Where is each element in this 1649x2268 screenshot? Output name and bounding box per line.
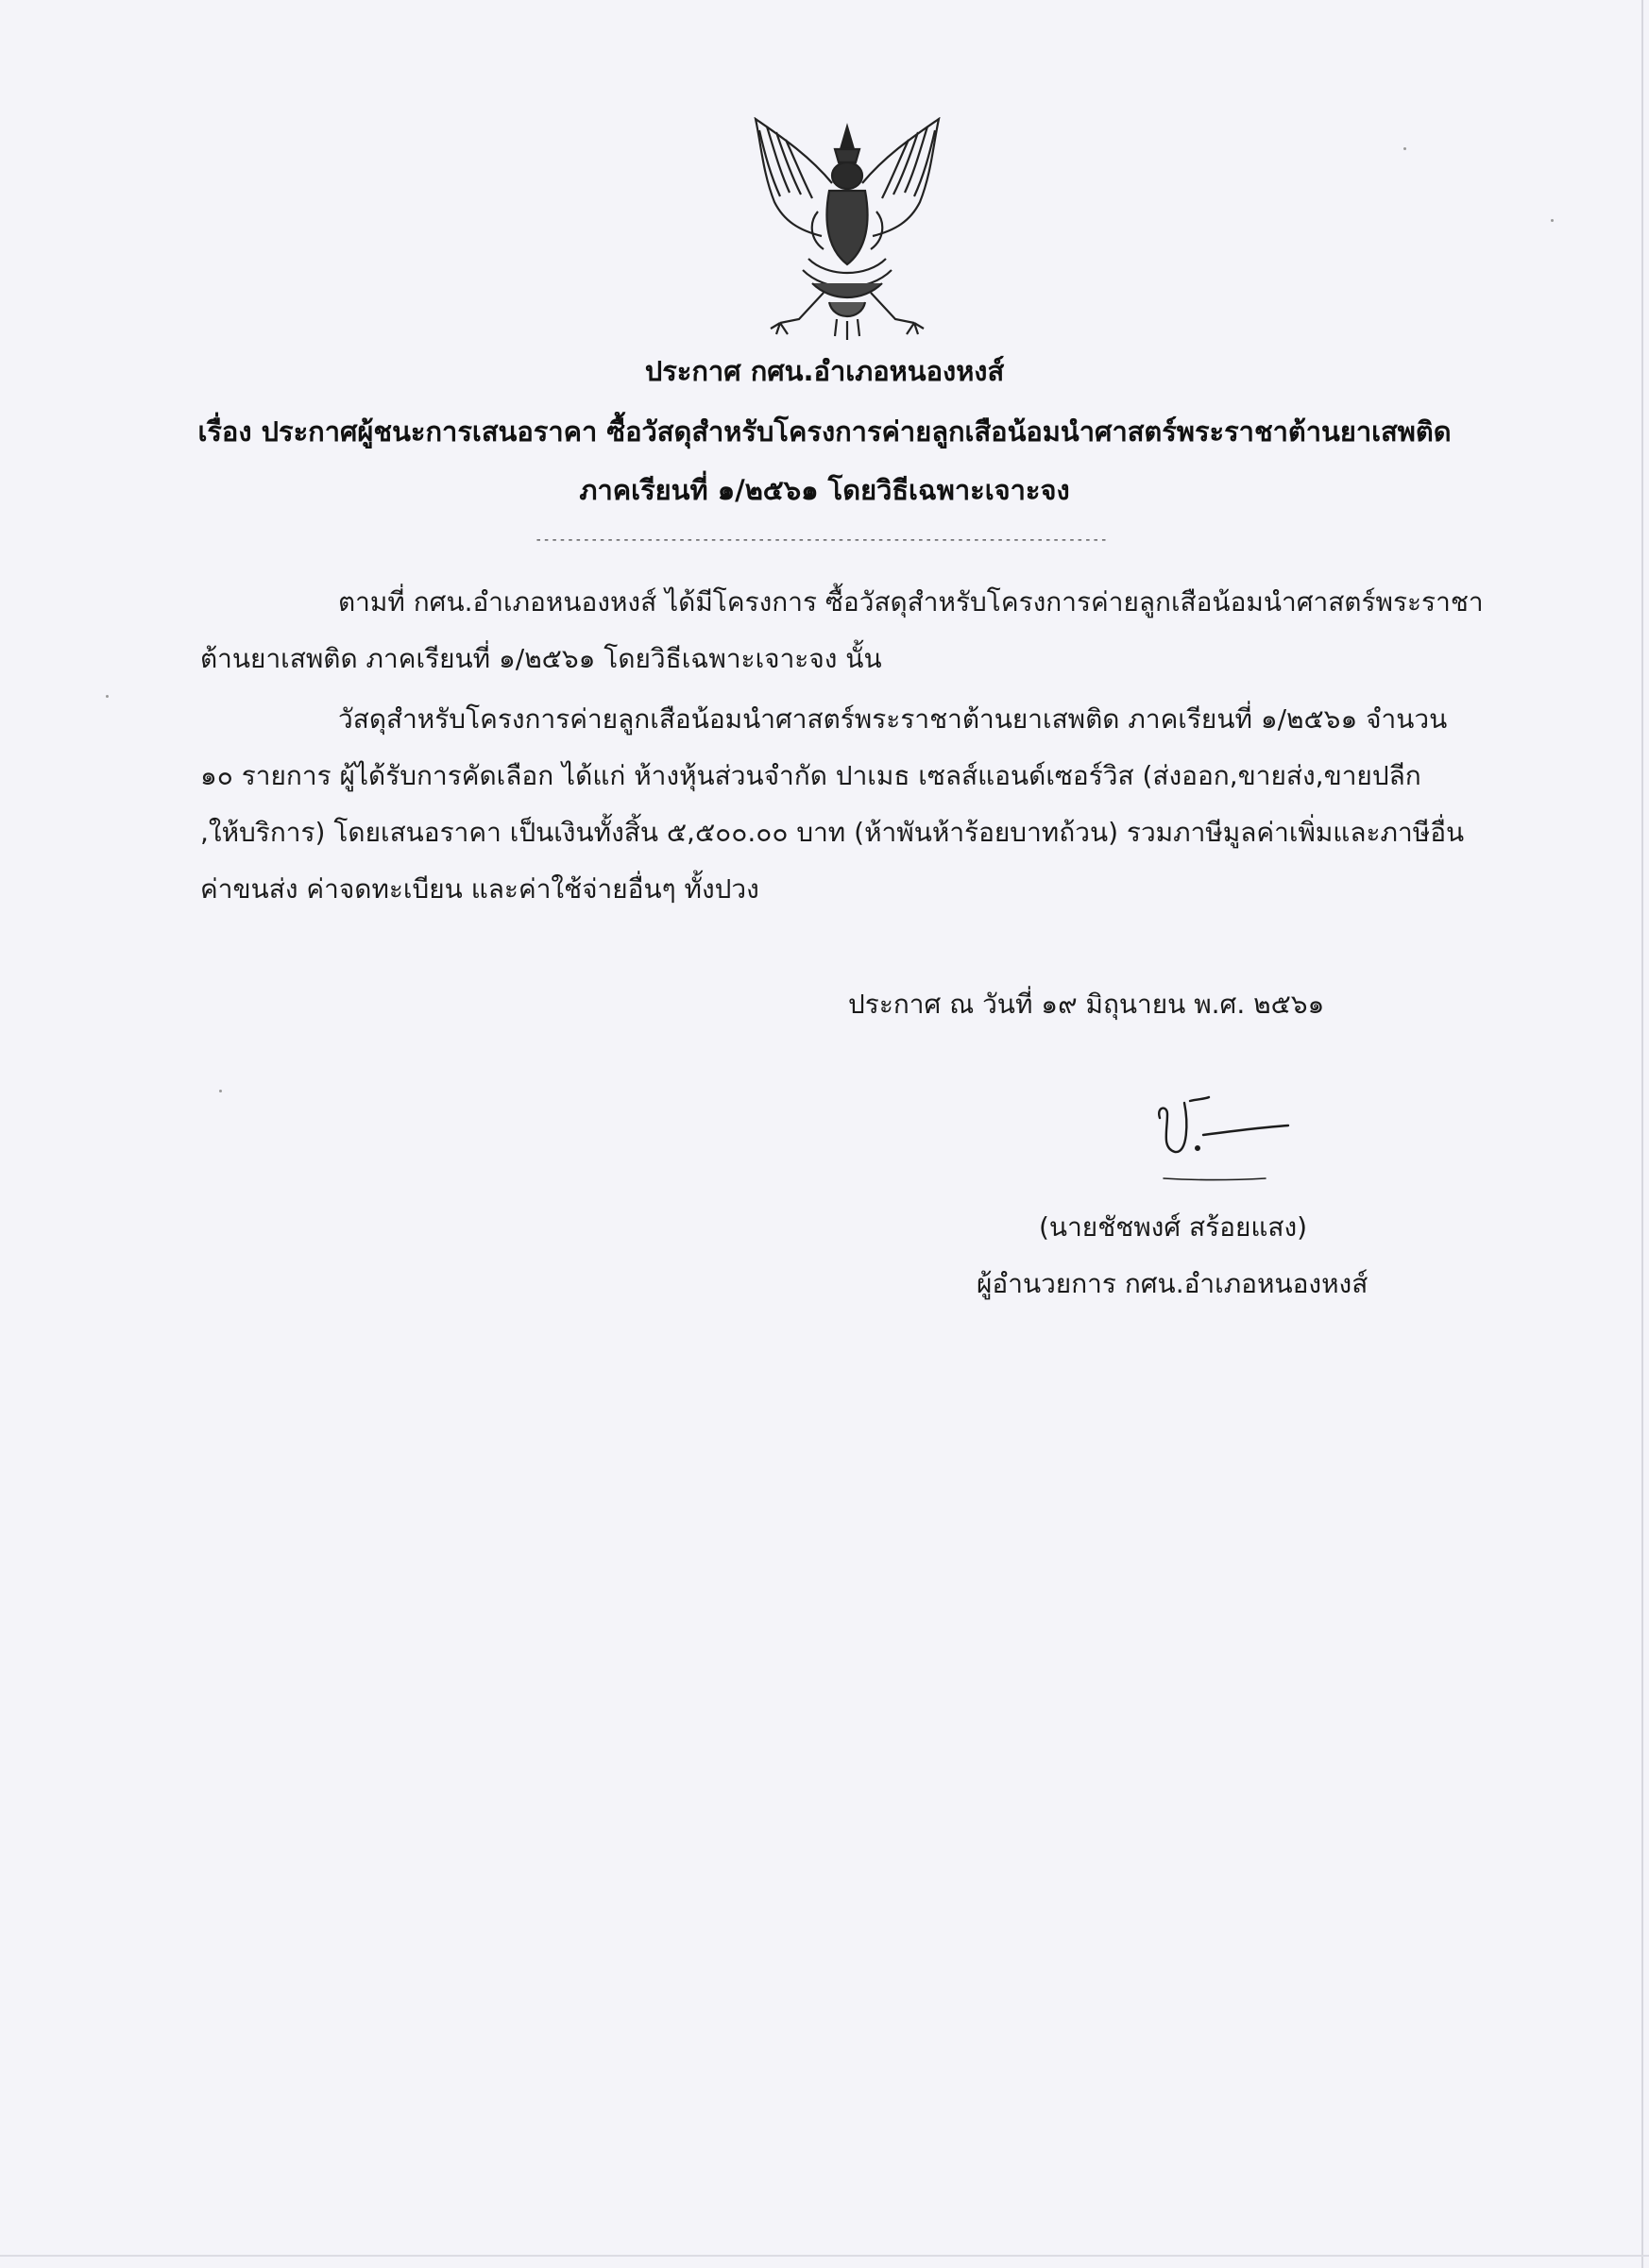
- subject-line-continued: ภาคเรียนที่ ๑/๒๕๖๑ โดยวิธีเฉพาะเจาะจง: [579, 474, 1070, 506]
- announcement-date: ประกาศ ณ วันที่ ๑๙ มิถุนายน พ.ศ. ๒๕๖๑: [848, 989, 1325, 1020]
- page-edge-bottom: [0, 2255, 1649, 2257]
- scan-speck: [219, 1090, 222, 1092]
- signer-title: ผู้อำนวยการ กศน.อำเภอหนองหงส์: [977, 1268, 1368, 1299]
- scan-speck: [106, 695, 109, 698]
- subject-line: เรื่อง ประกาศผู้ชนะการเสนอราคา ซื้อวัสดุสำหรับโครงการค่ายลูกเสือน้อมนำศาสตร์พระราชาต้านยาเสพติด: [197, 415, 1452, 448]
- paragraph-2-line-3: ,ให้บริการ) โดยเสนอราคา เป็นเงินทั้งสิ้น ๕,๕๐๐.๐๐ บาท (ห้าพันห้าร้อยบาทถ้วน) รวมภาษีมูลค่าเพิ่มและภาษีอื่น: [200, 817, 1465, 848]
- signer-name: (นายชัชพงศ์ สร้อยแสง): [1039, 1211, 1308, 1243]
- paragraph-2-line-4: ค่าขนส่ง ค่าจดทะเบียน และค่าใช้จ่ายอื่นๆ ทั้งปวง: [200, 873, 759, 905]
- page-edge-right: [1641, 0, 1643, 2268]
- garuda-emblem-icon: [742, 117, 952, 344]
- handwritten-signature: [1147, 1093, 1298, 1197]
- scan-speck: [1551, 219, 1554, 222]
- separator-line: ------------------------------------------------------------------------: [535, 533, 1108, 548]
- paragraph-2-line-2: ๑๐ รายการ ผู้ได้รับการคัดเลือก ได้แก่ ห้างหุ้นส่วนจำกัด ปาเมธ เซลส์แอนด์เซอร์วิส (ส่งออก,ขายส่ง,ขายปลีก: [200, 760, 1421, 791]
- document-title: ประกาศ กศน.อำเภอหนองหงส์: [644, 355, 1005, 387]
- paragraph-1-line-2: ต้านยาเสพติด ภาคเรียนที่ ๑/๒๕๖๑ โดยวิธีเฉพาะเจาะจง นั้น: [200, 643, 882, 674]
- paragraph-2-line-1: วัสดุสำหรับโครงการค่ายลูกเสือน้อมนำศาสตร์พระราชาต้านยาเสพติด ภาคเรียนที่ ๑/๒๕๖๑ จำนวน: [338, 703, 1448, 735]
- scan-speck: [1403, 147, 1406, 150]
- paragraph-1-line-1: ตามที่ กศน.อำเภอหนองหงส์ ได้มีโครงการ ซื้อวัสดุสำหรับโครงการค่ายลูกเสือน้อมนำศาสตร์พระราชา: [338, 586, 1484, 618]
